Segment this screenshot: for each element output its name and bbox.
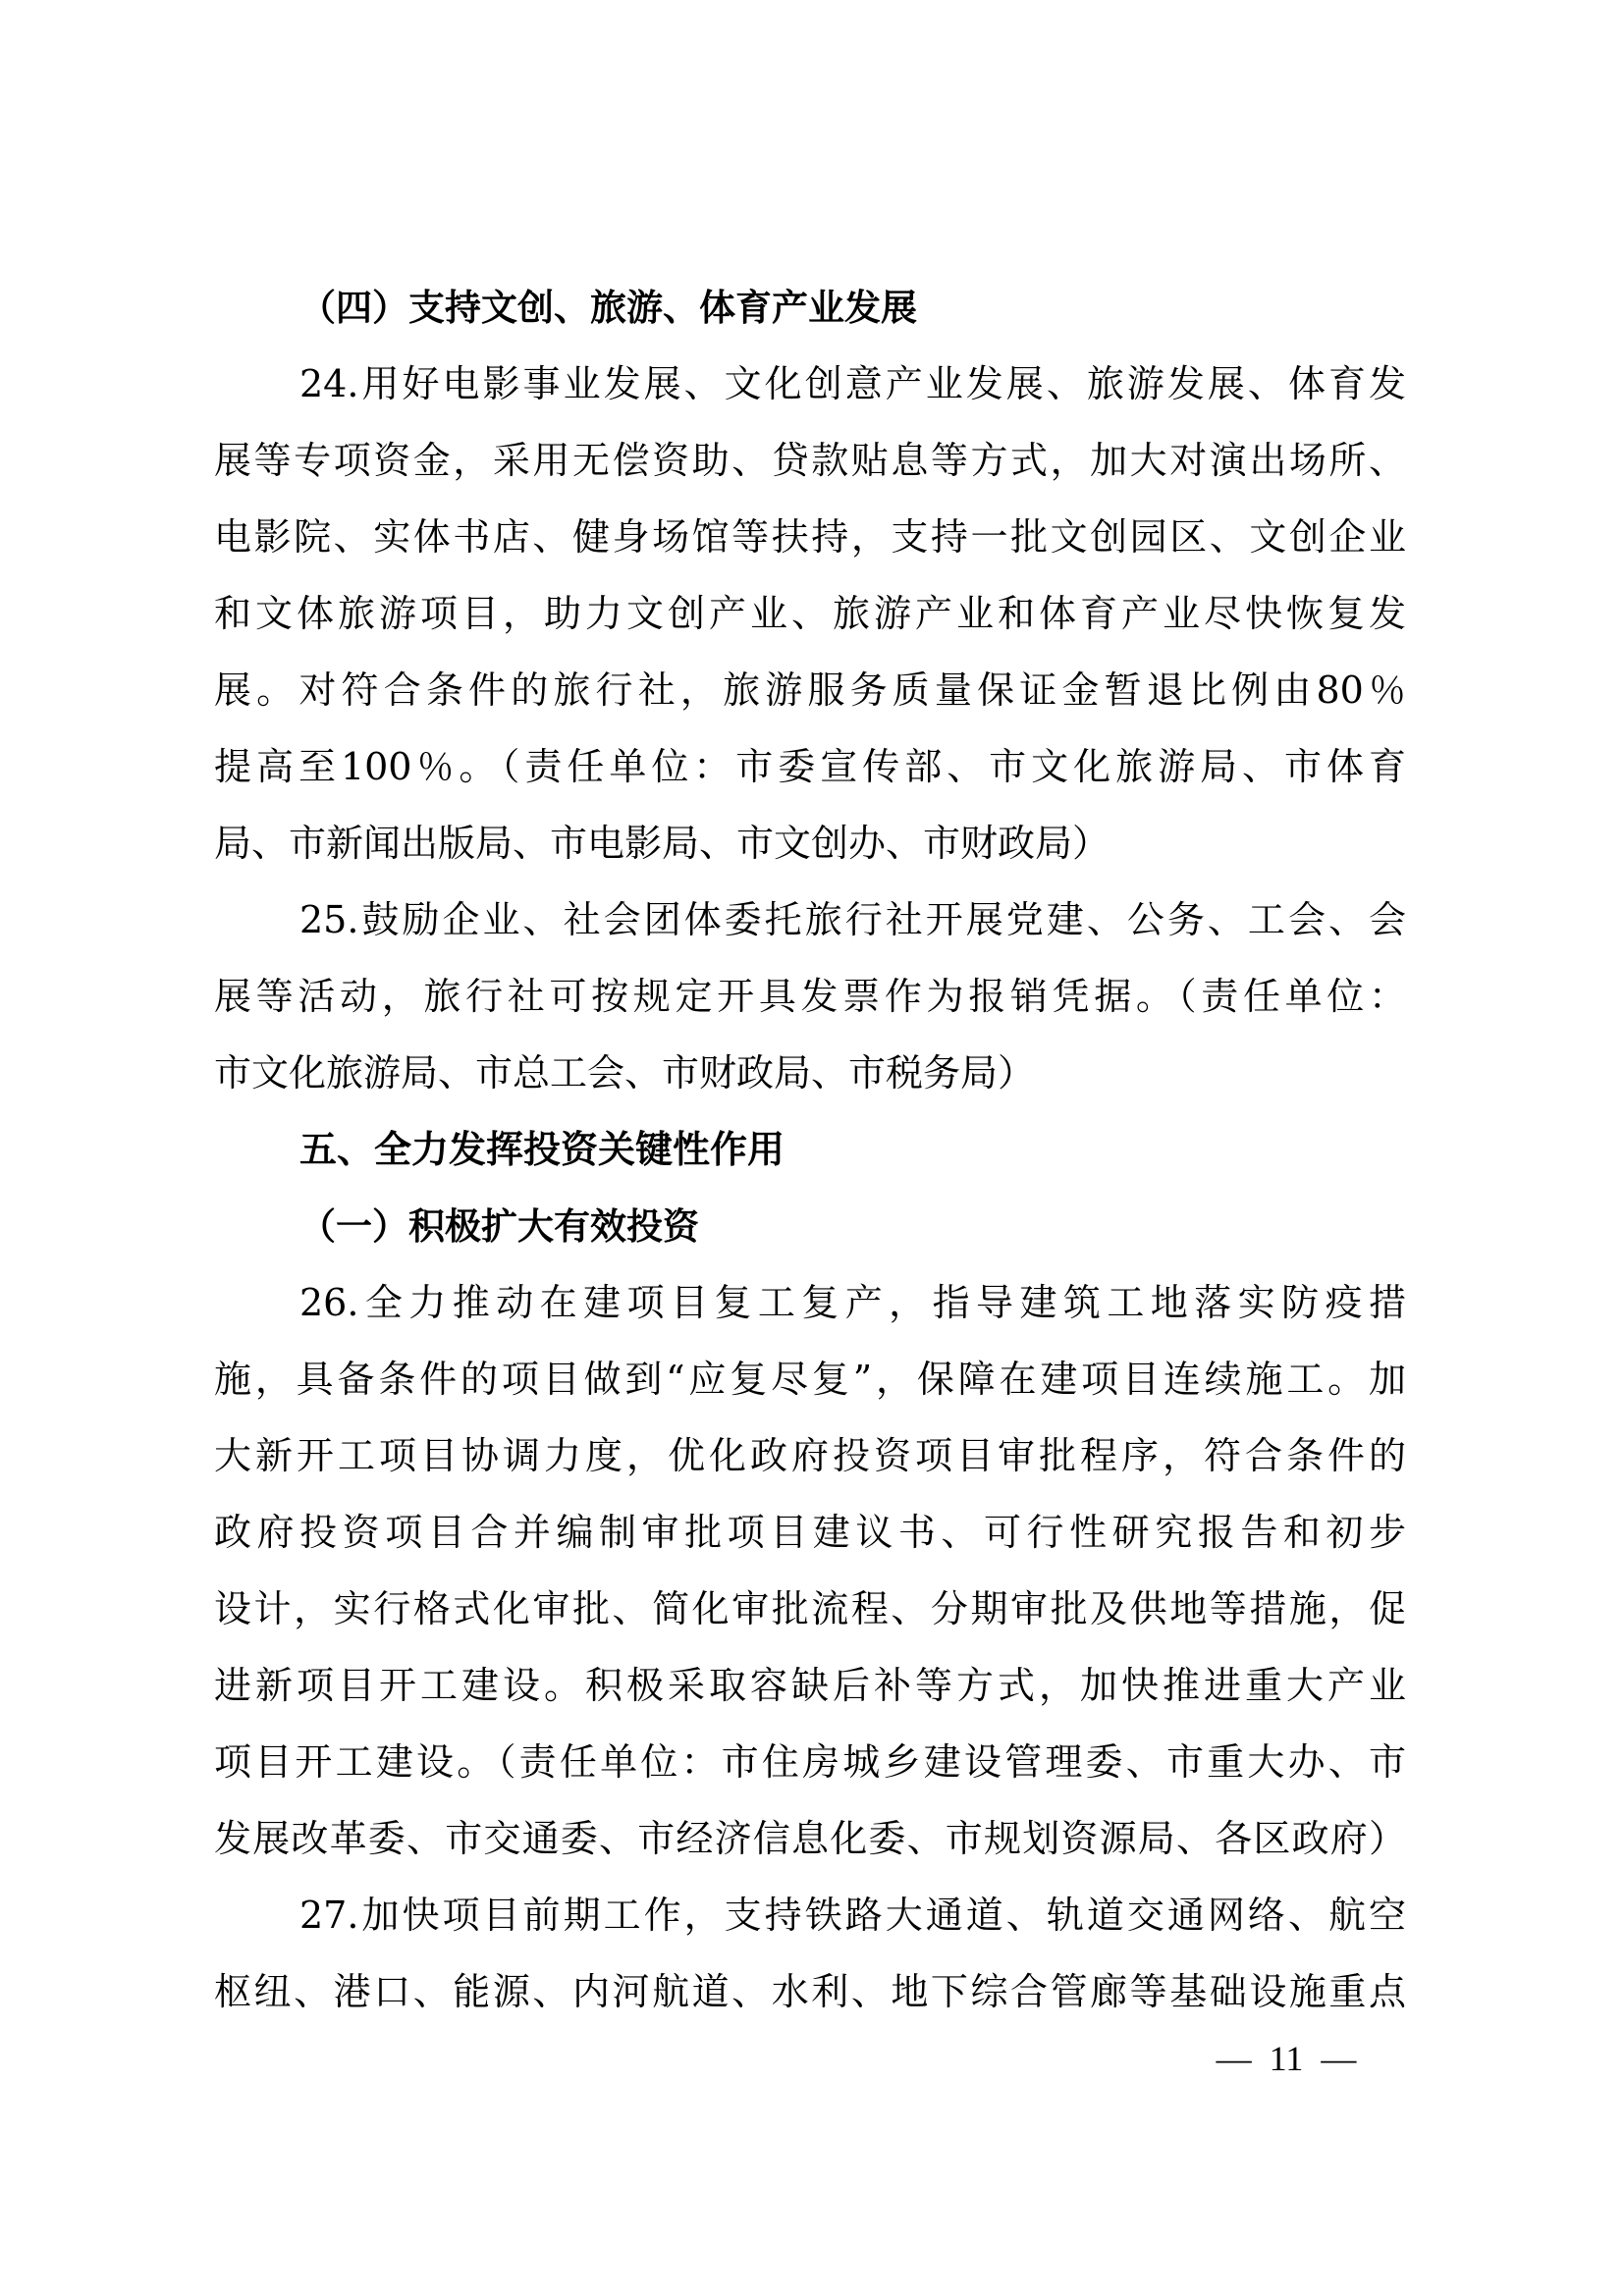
paragraph-line: 政府投资项目合并编制审批项目建议书、可行性研究报告和初步: [214, 1511, 1406, 1554]
paragraph-line: 项目开工建设。（责任单位：市住房城乡建设管理委、市重大办、市: [214, 1740, 1406, 1784]
paragraph-line: 进新项目开工建设。积极采取容缺后补等方式，加快推进重大产业: [214, 1664, 1406, 1707]
paragraph-line: 27.加快项目前期工作，支持铁路大通道、轨道交通网络、航空: [299, 1894, 1406, 1937]
paragraph-line: 枢纽、港口、能源、内河航道、水利、地下综合管廊等基础设施重点: [214, 1970, 1406, 2013]
paragraph-line: 展。对符合条件的旅行社，旅游服务质量保证金暂退比例由80％: [214, 668, 1406, 712]
paragraph-item-25: [214, 881, 1406, 1111]
page-number-value: 11: [1269, 2039, 1304, 2078]
paragraph-line-last: 市文化旅游局、市总工会、市财政局、市税务局）: [214, 1051, 1036, 1095]
paragraph-line: 展等专项资金，采用无偿资助、贷款贴息等方式，加大对演出场所、: [214, 439, 1406, 482]
subsection-heading-effective-investment: （一）积极扩大有效投资: [299, 1204, 699, 1248]
paragraph-line: 提高至100％。（责任单位：市委宣传部、市文化旅游局、市体育: [214, 745, 1406, 788]
paragraph-item-26: [214, 1264, 1406, 1877]
page-number-dash-right: —: [1321, 2039, 1357, 2078]
paragraph-line: 展等活动，旅行社可按规定开具发票作为报销凭据。（责任单位：: [214, 975, 1406, 1018]
paragraph-line-last: 局、市新闻出版局、市电影局、市文创办、市财政局）: [214, 822, 1110, 865]
subsection-heading-culture-tourism-sports: （四）支持文创、旅游、体育产业发展: [299, 286, 917, 329]
paragraph-line: 和文体旅游项目，助力文创产业、旅游产业和体育产业尽快恢复发: [214, 592, 1406, 635]
paragraph-line: 设计，实行格式化审批、简化审批流程、分期审批及供地等措施，促: [214, 1587, 1406, 1630]
page-number: [1168, 2037, 1404, 2080]
page-number-dash-left: —: [1216, 2039, 1252, 2078]
paragraph-line-last: 发展改革委、市交通委、市经济信息化委、市规划资源局、各区政府）: [214, 1817, 1406, 1860]
document-body: [214, 269, 1406, 2030]
paragraph-line: 25.鼓励企业、社会团体委托旅行社开展党建、公务、工会、会: [299, 898, 1406, 941]
paragraph-line: 大新开工项目协调力度，优化政府投资项目审批程序，符合条件的: [214, 1434, 1406, 1477]
paragraph-line: 施，具备条件的项目做到“应复尽复”，保障在建项目连续施工。加: [214, 1358, 1406, 1401]
paragraph-item-27: [214, 1877, 1406, 2030]
paragraph-item-24: [214, 346, 1406, 881]
paragraph-line: 26.全力推动在建项目复工复产，指导建筑工地落实防疫措: [299, 1281, 1406, 1324]
paragraph-line: 24.用好电影事业发展、文化创意产业发展、旅游发展、体育发: [299, 362, 1406, 405]
paragraph-line: 电影院、实体书店、健身场馆等扶持，支持一批文创园区、文创企业: [214, 515, 1406, 559]
section-heading-investment: 五、全力发挥投资关键性作用: [299, 1128, 785, 1171]
